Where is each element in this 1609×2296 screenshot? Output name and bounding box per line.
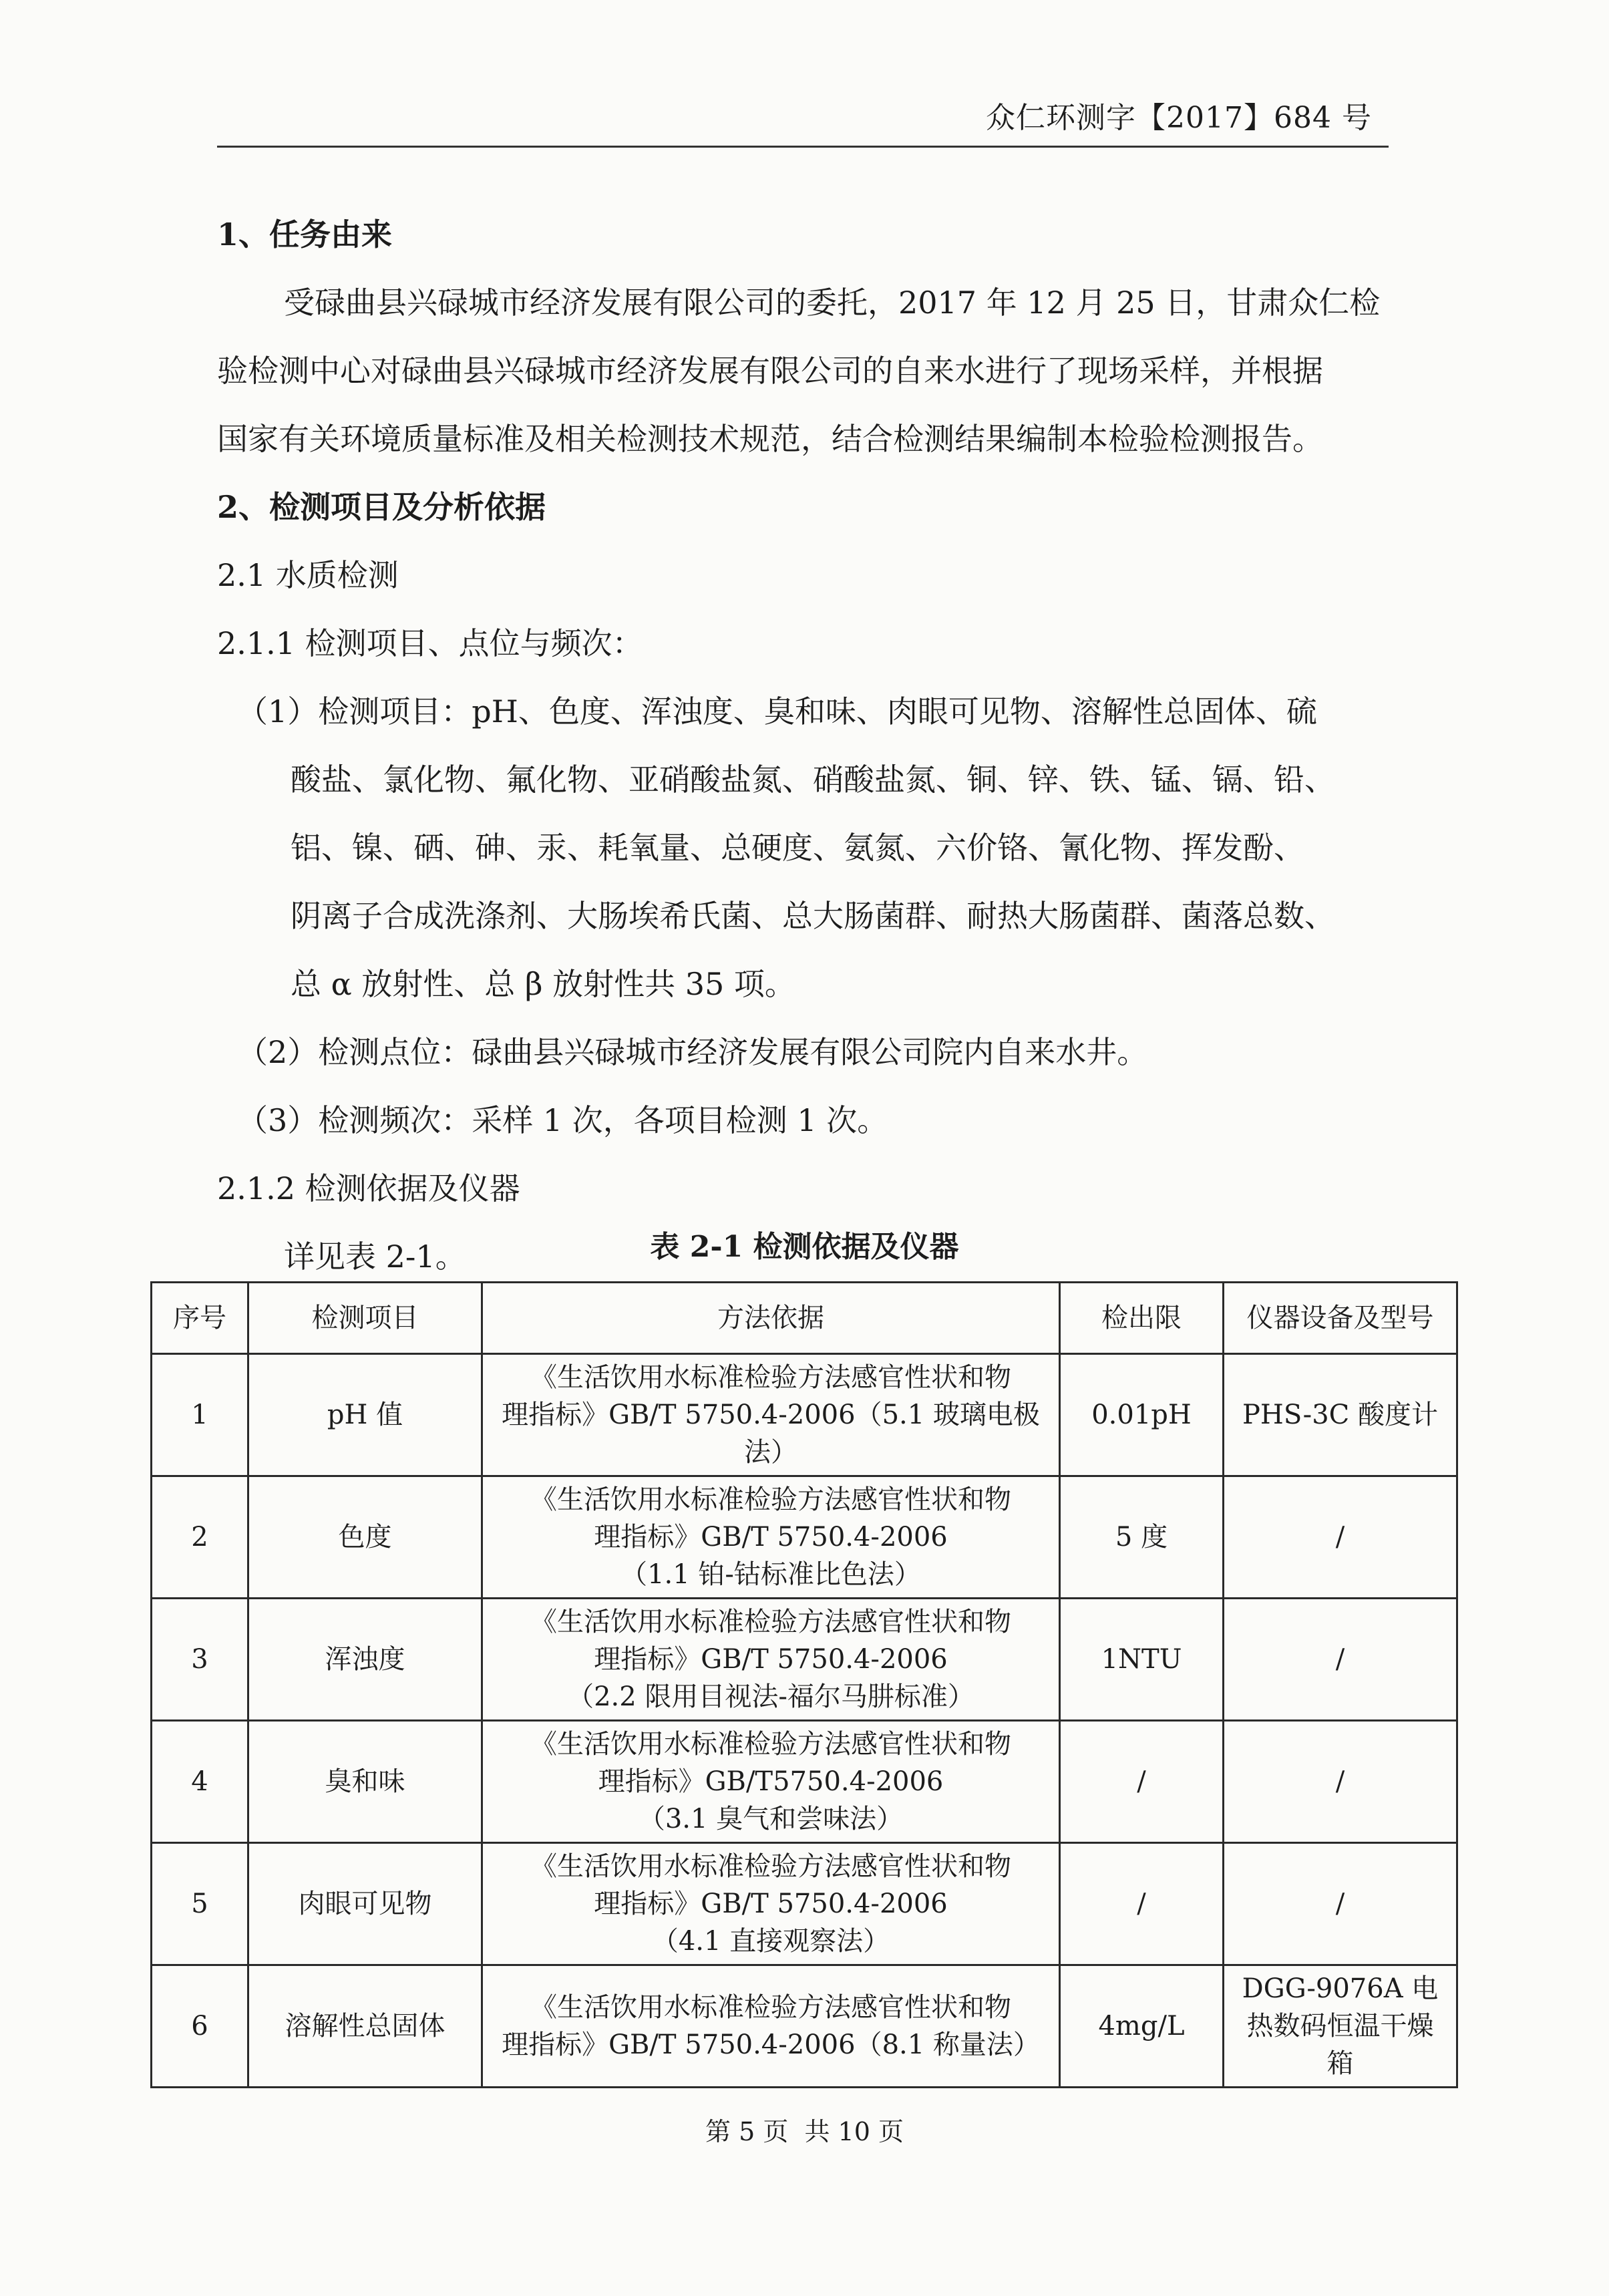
instrument-line: / bbox=[1335, 1889, 1345, 1919]
page-total: 共 10 页 bbox=[804, 2117, 904, 2146]
instrument-line: 热数码恒温干燥 bbox=[1246, 2011, 1434, 2041]
item-1-line-1: （1）检测项目：pH、色度、浑浊度、臭和味、肉眼可见物、溶解性总固体、硫 bbox=[237, 693, 1317, 729]
cell-limit: 5 度 bbox=[1060, 1476, 1224, 1599]
cell-method bbox=[482, 1965, 1060, 2088]
table-row bbox=[152, 1476, 1457, 1599]
cell-limit: / bbox=[1060, 1721, 1224, 1843]
cell-no: 2 bbox=[152, 1476, 248, 1599]
cell-item: pH 值 bbox=[248, 1354, 482, 1476]
method-line: 理指标》GB/T 5750.4-2006 bbox=[594, 1644, 948, 1675]
table-row bbox=[152, 1599, 1457, 1721]
cell-item: 色度 bbox=[248, 1476, 482, 1599]
report-body bbox=[217, 200, 1393, 1291]
method-line: 《生活饮用水标准检验方法感官性状和物 bbox=[530, 1992, 1011, 2023]
cell-instrument bbox=[1224, 1843, 1457, 1965]
item-1-line-5: 总 α 放射性、总 β 放射性共 35 项。 bbox=[291, 966, 795, 1002]
cell-limit: 1NTU bbox=[1060, 1599, 1224, 1721]
method-line: 《生活饮用水标准检验方法感官性状和物 bbox=[530, 1729, 1011, 1760]
section-2-title: 2、检测项目及分析依据 bbox=[217, 489, 546, 525]
method-line: （4.1 直接观察法） bbox=[651, 1926, 890, 1957]
cell-limit: / bbox=[1060, 1843, 1224, 1965]
cell-method bbox=[482, 1599, 1060, 1721]
cell-item: 溶解性总固体 bbox=[248, 1965, 482, 2088]
instrument-line: PHS-3C 酸度计 bbox=[1242, 1400, 1438, 1430]
header-rule bbox=[217, 146, 1389, 148]
page-number: 第 5 页 bbox=[705, 2117, 789, 2146]
see-table-note: 详见表 2-1。 bbox=[284, 1239, 466, 1275]
section-1-paragraph-line-2: 验检测中心对碌曲县兴碌城市经济发展有限公司的自来水进行了现场采样，并根据 bbox=[217, 353, 1323, 389]
cell-no: 4 bbox=[152, 1721, 248, 1843]
table-row bbox=[152, 1721, 1457, 1843]
table-header-row bbox=[152, 1283, 1457, 1354]
cell-instrument bbox=[1224, 1476, 1457, 1599]
table-row bbox=[152, 1354, 1457, 1476]
cell-method bbox=[482, 1721, 1060, 1843]
section-2-1-heading: 2.1 水质检测 bbox=[217, 557, 399, 593]
item-1-line-3: 铝、镍、硒、砷、汞、耗氧量、总硬度、氨氮、六价铬、氰化物、挥发酚、 bbox=[291, 830, 1304, 866]
instrument-line: / bbox=[1335, 1522, 1345, 1552]
cell-instrument bbox=[1224, 1599, 1457, 1721]
section-2-1-1-heading: 2.1.1 检测项目、点位与频次： bbox=[217, 625, 643, 661]
item-3: （3）检测频次：采样 1 次，各项目检测 1 次。 bbox=[237, 1102, 888, 1138]
cell-item: 浑浊度 bbox=[248, 1599, 482, 1721]
section-1-paragraph-line-3: 国家有关环境质量标准及相关检测技术规范，结合检测结果编制本检验检测报告。 bbox=[217, 421, 1323, 457]
instrument-line: / bbox=[1335, 1766, 1345, 1797]
method-line: 理指标》GB/T 5750.4-2006 bbox=[594, 1889, 948, 1919]
table-row bbox=[152, 1843, 1457, 1965]
method-line: 《生活饮用水标准检验方法感官性状和物 bbox=[530, 1484, 1011, 1515]
header-instrument: 仪器设备及型号 bbox=[1224, 1283, 1457, 1354]
method-line: 理指标》GB/T 5750.4-2006（8.1 称量法） bbox=[502, 2029, 1040, 2060]
cell-item: 肉眼可见物 bbox=[248, 1843, 482, 1965]
cell-no: 5 bbox=[152, 1843, 248, 1965]
cell-instrument bbox=[1224, 1354, 1457, 1476]
table-row bbox=[152, 1965, 1457, 2088]
method-line: 理指标》GB/T 5750.4-2006 bbox=[594, 1522, 948, 1552]
section-1-paragraph-line-1: 受碌曲县兴碌城市经济发展有限公司的委托，2017 年 12 月 25 日，甘肃众仁检 bbox=[284, 285, 1381, 321]
header-no: 序号 bbox=[152, 1283, 248, 1354]
method-line: 《生活饮用水标准检验方法感官性状和物 bbox=[530, 1362, 1011, 1393]
header-item: 检测项目 bbox=[248, 1283, 482, 1354]
instrument-line: 箱 bbox=[1326, 2048, 1354, 2079]
instrument-line: DGG-9076A 电 bbox=[1242, 1973, 1439, 2004]
method-line: 理指标》GB/T 5750.4-2006（5.1 玻璃电极 bbox=[502, 1400, 1040, 1430]
method-line: （3.1 臭气和尝味法） bbox=[638, 1804, 904, 1834]
method-line: 理指标》GB/T5750.4-2006 bbox=[598, 1766, 944, 1797]
method-line: 《生活饮用水标准检验方法感官性状和物 bbox=[530, 1607, 1011, 1637]
document-number: 众仁环测字【2017】684 号 bbox=[986, 101, 1372, 135]
cell-instrument bbox=[1224, 1965, 1457, 2088]
method-line: 法） bbox=[744, 1437, 797, 1468]
item-1-line-2: 酸盐、氯化物、氟化物、亚硝酸盐氮、硝酸盐氮、铜、锌、铁、锰、镉、铅、 bbox=[291, 762, 1335, 798]
cell-limit: 0.01pH bbox=[1060, 1354, 1224, 1476]
item-1-line-4: 阴离子合成洗涤剂、大肠埃希氏菌、总大肠菌群、耐热大肠菌群、菌落总数、 bbox=[291, 898, 1335, 934]
section-1-title: 1、任务由来 bbox=[217, 216, 393, 253]
cell-method bbox=[482, 1354, 1060, 1476]
cell-method bbox=[482, 1476, 1060, 1599]
header-method: 方法依据 bbox=[482, 1283, 1060, 1354]
method-line: 《生活饮用水标准检验方法感官性状和物 bbox=[530, 1851, 1011, 1882]
cell-method bbox=[482, 1843, 1060, 1965]
method-line: （1.1 铂-钴标准比色法） bbox=[620, 1559, 921, 1590]
cell-no: 3 bbox=[152, 1599, 248, 1721]
section-2-1-2-heading: 2.1.2 检测依据及仪器 bbox=[217, 1170, 520, 1206]
cell-limit: 4mg/L bbox=[1060, 1965, 1224, 2088]
method-line: （2.2 限用目视法-福尔马肼标准） bbox=[567, 1681, 974, 1712]
cell-no: 6 bbox=[152, 1965, 248, 2088]
table-caption: 表 2-1 检测依据及仪器 bbox=[650, 1230, 959, 1264]
instrument-line: / bbox=[1335, 1644, 1345, 1675]
cell-instrument bbox=[1224, 1721, 1457, 1843]
cell-no: 1 bbox=[152, 1354, 248, 1476]
item-2: （2）检测点位：碌曲县兴碌城市经济发展有限公司院内自来水井。 bbox=[237, 1034, 1148, 1070]
cell-item: 臭和味 bbox=[248, 1721, 482, 1843]
page-footer bbox=[0, 2111, 1609, 2148]
header-limit: 检出限 bbox=[1060, 1283, 1224, 1354]
detection-basis-table bbox=[150, 1281, 1458, 2088]
